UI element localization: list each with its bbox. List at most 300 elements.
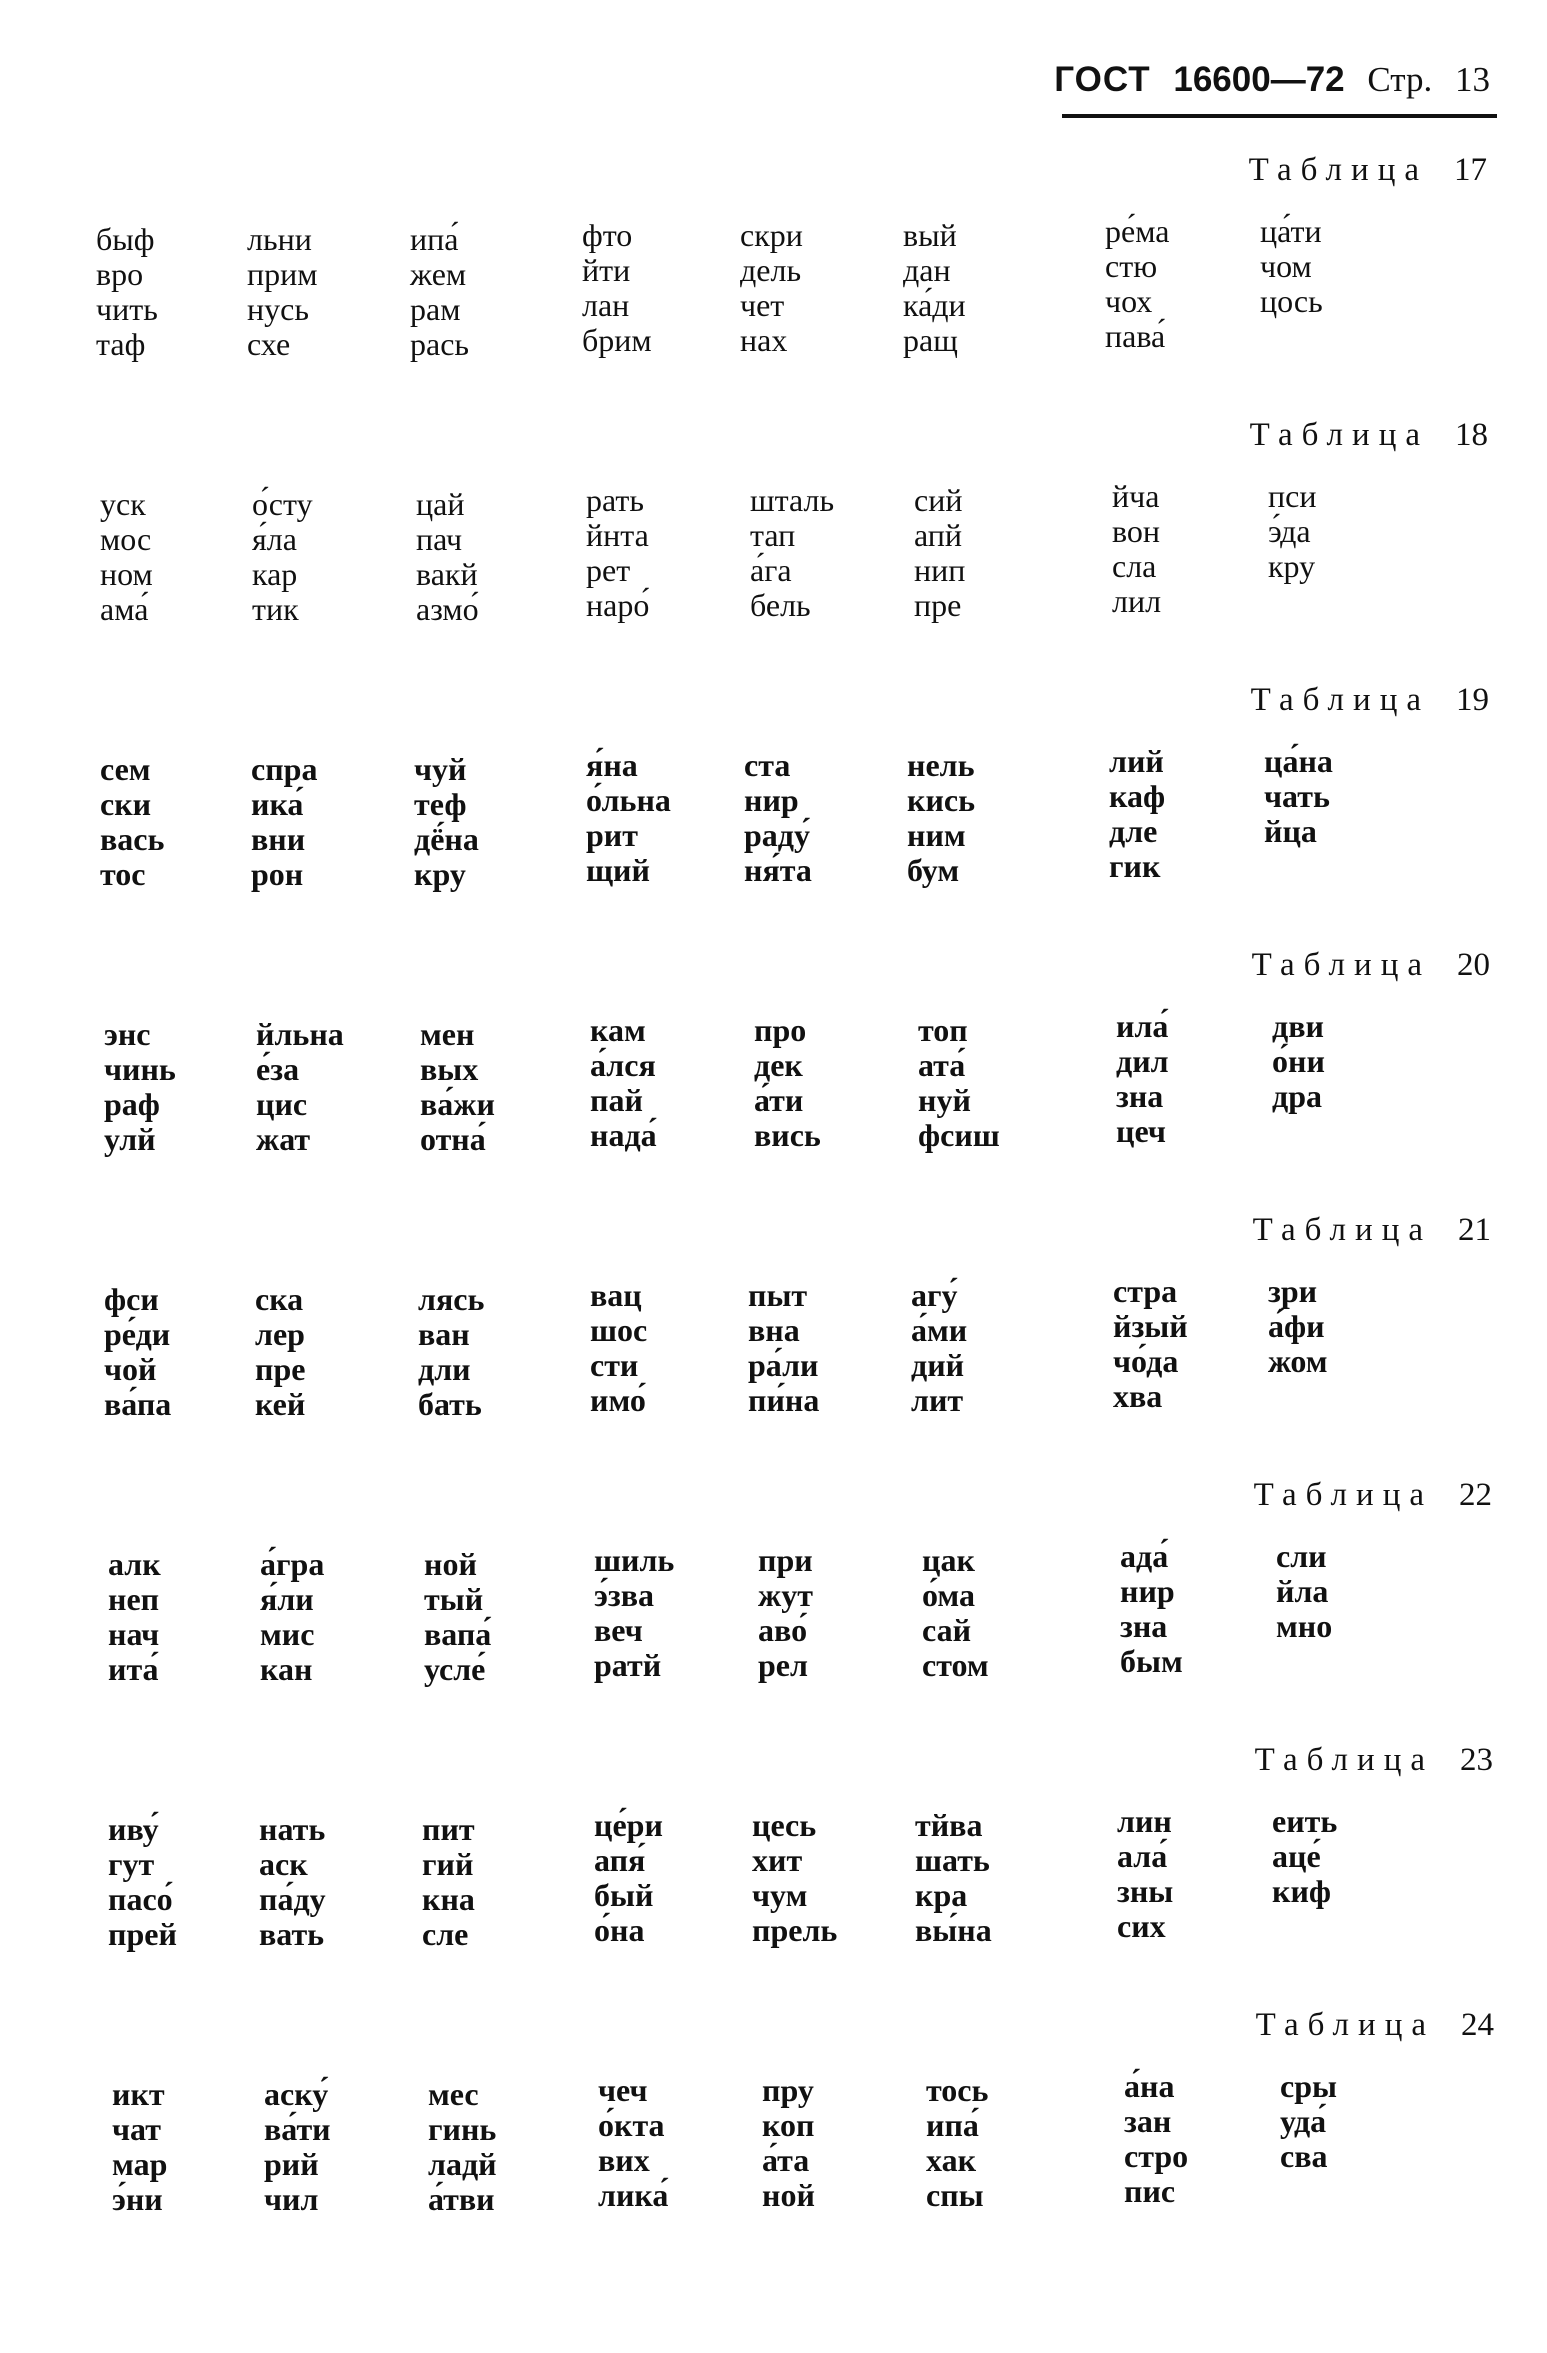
syllable: нель xyxy=(907,747,975,783)
syllable: о́сту xyxy=(252,486,313,522)
syllable: алк xyxy=(108,1546,161,1582)
table-number: 22 xyxy=(1459,1477,1492,1513)
syllable-column xyxy=(259,1812,326,1952)
syllable-table xyxy=(0,150,1547,415)
syllable-column xyxy=(247,222,318,362)
syllable: мос xyxy=(100,521,152,557)
syllable: лил xyxy=(1112,583,1162,619)
syllable: дан xyxy=(903,252,951,288)
syllable: гик xyxy=(1109,848,1161,884)
syllable: нада́ xyxy=(590,1117,657,1153)
syllable: э́зва xyxy=(594,1577,654,1613)
syllable: йца xyxy=(1264,813,1317,849)
syllable: мен xyxy=(420,1016,475,1052)
syllable: спы xyxy=(926,2177,984,2213)
syllable: ала́ xyxy=(1117,1838,1168,1874)
syllable: гинь xyxy=(428,2111,497,2147)
syllable: азмо́ xyxy=(416,591,479,627)
syllable: чум xyxy=(752,1877,808,1913)
table-title xyxy=(1254,1475,1492,1515)
syllable-column xyxy=(582,218,652,358)
syllable: вни xyxy=(251,821,306,857)
syllable: вать xyxy=(259,1916,325,1952)
syllable-column xyxy=(112,2077,167,2217)
syllable: чить xyxy=(96,291,158,327)
syllable-column xyxy=(1113,1274,1188,1414)
syllable: ска xyxy=(255,1281,304,1317)
syllable-column xyxy=(758,1543,813,1683)
syllable: а́на xyxy=(1124,2068,1175,2104)
syllable-column xyxy=(264,2077,331,2217)
syllable: топ xyxy=(918,1012,968,1048)
syllable: раф xyxy=(104,1086,160,1122)
syllable: цай xyxy=(416,486,465,522)
syllable-column xyxy=(586,748,671,888)
syllable: зна xyxy=(1120,1608,1168,1644)
syllable: аво́ xyxy=(758,1612,808,1648)
syllable: я́на xyxy=(586,747,638,783)
syllable: чать xyxy=(1264,778,1330,814)
syllable: а́ти xyxy=(754,1082,804,1118)
syllable: чет xyxy=(740,287,785,323)
table-title xyxy=(1251,680,1489,720)
syllable: ре́ма xyxy=(1105,213,1170,249)
syllable: икт xyxy=(112,2076,165,2112)
syllable: ратй xyxy=(594,1647,662,1683)
syllable: ладй xyxy=(428,2146,497,2182)
syllable: э́ни xyxy=(112,2181,163,2217)
syllable: рам xyxy=(410,291,461,327)
syllable: схе xyxy=(247,326,291,362)
syllable: ипа́ xyxy=(926,2107,979,2143)
header-rule xyxy=(1062,114,1497,118)
syllable: мар xyxy=(112,2146,168,2182)
syllable-table xyxy=(0,945,1547,1210)
syllable-column xyxy=(1109,744,1165,884)
syllable: пасо́ xyxy=(108,1881,173,1917)
syllable: шталь xyxy=(750,482,835,518)
syllable: йнта xyxy=(586,517,649,553)
syllable: рась xyxy=(410,326,469,362)
page-header xyxy=(1050,58,1490,102)
syllable: льни xyxy=(247,221,312,257)
syllable: я́ли xyxy=(260,1581,314,1617)
syllable-column xyxy=(108,1812,177,1952)
syllable: прей xyxy=(108,1916,177,1952)
syllable: апя́ xyxy=(594,1842,646,1878)
syllable: хит xyxy=(752,1842,803,1878)
syllable-column xyxy=(1117,1804,1173,1944)
syllable: стро xyxy=(1124,2138,1189,2174)
syllable-column xyxy=(754,1013,821,1153)
syllable: рел xyxy=(758,1647,808,1683)
syllable: пач xyxy=(416,521,463,557)
syllable: э́да xyxy=(1268,513,1311,549)
syllable: ада́ xyxy=(1120,1538,1169,1574)
syllable-column xyxy=(1276,1539,1332,1644)
syllable: улй xyxy=(104,1121,156,1157)
syllable-table xyxy=(0,1210,1547,1475)
table-title xyxy=(1253,1210,1491,1250)
syllable: наро́ xyxy=(586,587,650,623)
syllable-column xyxy=(586,483,649,623)
syllable: теф xyxy=(414,786,467,822)
syllable: быф xyxy=(96,221,155,257)
syllable: рий xyxy=(264,2146,319,2182)
syllable: щий xyxy=(586,852,650,888)
syllable: чой xyxy=(104,1351,157,1387)
syllable-column xyxy=(903,218,966,358)
table-title xyxy=(1256,2005,1494,2045)
syllable-table xyxy=(0,1475,1547,1740)
syllable: чом xyxy=(1260,248,1312,284)
syllable: о́на xyxy=(594,1912,645,1948)
syllable: уск xyxy=(100,486,146,522)
syllable: нуй xyxy=(918,1082,971,1118)
syllable-column xyxy=(410,222,469,362)
syllable: йла xyxy=(1276,1573,1329,1609)
syllable: кей xyxy=(255,1386,306,1422)
syllable: чил xyxy=(264,2181,319,2217)
syllable: мес xyxy=(428,2076,479,2112)
syllable: ата́ xyxy=(918,1047,966,1083)
syllable: зна xyxy=(1116,1078,1164,1114)
syllable: дель xyxy=(740,252,802,288)
syllable: еить xyxy=(1272,1803,1338,1839)
syllable: прель xyxy=(752,1912,838,1948)
syllable-column xyxy=(1260,214,1323,319)
syllable: а́гра xyxy=(260,1546,325,1582)
syllable: пава́ xyxy=(1105,318,1166,354)
syllable: о́кта xyxy=(598,2107,665,2143)
syllable: аску́ xyxy=(264,2076,329,2112)
syllable: шос xyxy=(590,1312,648,1348)
syllable: пре xyxy=(255,1351,306,1387)
syllable-column xyxy=(428,2077,497,2217)
syllable: пис xyxy=(1124,2173,1176,2209)
syllable: скри xyxy=(740,217,803,253)
syllable: а́тви xyxy=(428,2181,495,2217)
syllable: ста xyxy=(744,747,791,783)
syllable: шиль xyxy=(594,1542,675,1578)
syllable: нать xyxy=(259,1811,326,1847)
syllable: ва́па xyxy=(104,1386,172,1422)
syllable: гий xyxy=(422,1846,474,1882)
syllable: а́та xyxy=(762,2142,810,2178)
syllable: ра́ли xyxy=(748,1347,819,1383)
syllable: нип xyxy=(914,552,966,588)
syllable: ита́ xyxy=(108,1651,159,1687)
syllable: дра xyxy=(1272,1078,1322,1114)
syllable-column xyxy=(420,1017,495,1157)
syllable: нусь xyxy=(247,291,309,327)
syllable: я́ла xyxy=(252,521,297,557)
syllable: йти xyxy=(582,252,631,288)
syllable: нах xyxy=(740,322,788,358)
syllable: веч xyxy=(594,1612,643,1648)
syllable-column xyxy=(260,1547,324,1687)
syllable-column xyxy=(1120,1539,1183,1679)
syllable: а́лся xyxy=(590,1047,656,1083)
table-label: Таблица xyxy=(1249,417,1429,453)
table-number: 17 xyxy=(1454,152,1487,188)
syllable: фто xyxy=(582,217,633,253)
syllable: йча xyxy=(1112,478,1160,514)
syllable: сли xyxy=(1276,1538,1327,1574)
syllable: фси xyxy=(104,1281,159,1317)
syllable: аце́ xyxy=(1272,1838,1321,1874)
syllable: дил xyxy=(1116,1043,1169,1079)
syllable: сти xyxy=(590,1347,639,1383)
syllable-column xyxy=(926,2073,988,2213)
syllable: йзый xyxy=(1113,1308,1188,1344)
page-label: Стр. xyxy=(1367,60,1433,99)
syllable: при xyxy=(758,1542,813,1578)
syllable: вих xyxy=(598,2142,650,2178)
syllable: вый xyxy=(903,217,957,253)
syllable-column xyxy=(256,1017,344,1157)
standard-code: ГОСТ xyxy=(1054,60,1151,99)
syllable-column xyxy=(594,1808,663,1948)
syllable: тый xyxy=(424,1581,484,1617)
syllable: чинь xyxy=(104,1051,176,1087)
syllable: зри xyxy=(1268,1273,1318,1309)
syllable: сла xyxy=(1112,548,1157,584)
syllable: мис xyxy=(260,1616,315,1652)
syllable-table xyxy=(0,415,1547,680)
syllable: а́фи xyxy=(1268,1308,1325,1344)
syllable: лика́ xyxy=(598,2177,669,2213)
syllable-column xyxy=(96,222,158,362)
syllable-column xyxy=(100,752,164,892)
syllable-column xyxy=(740,218,803,358)
syllable: дий xyxy=(911,1347,965,1383)
syllable-column xyxy=(255,1282,305,1422)
table-label: Таблица xyxy=(1253,1477,1433,1513)
syllable: пру xyxy=(762,2072,814,2108)
syllable: сай xyxy=(922,1612,972,1648)
syllable: рет xyxy=(586,552,631,588)
syllable: агу́ xyxy=(911,1277,958,1313)
syllable: стом xyxy=(922,1647,989,1683)
syllable: дле xyxy=(1109,813,1158,849)
syllable: сле xyxy=(422,1916,469,1952)
syllable: шать xyxy=(915,1842,990,1878)
syllable: чуй xyxy=(414,751,467,787)
syllable: каф xyxy=(1109,778,1166,814)
syllable: ва́жи xyxy=(420,1086,495,1122)
table-label: Таблица xyxy=(1250,682,1430,718)
syllable: о́льна xyxy=(586,782,671,818)
syllable-column xyxy=(907,748,975,888)
syllable-column xyxy=(1124,2069,1188,2209)
syllable: дви xyxy=(1272,1008,1324,1044)
syllable: па́ду xyxy=(259,1881,326,1917)
syllable-column xyxy=(100,487,153,627)
tables-container xyxy=(0,150,1547,2270)
syllable: спра xyxy=(251,751,318,787)
table-label: Таблица xyxy=(1251,947,1431,983)
syllable: ски xyxy=(100,786,152,822)
syllable: а́ми xyxy=(911,1312,968,1348)
syllable: жут xyxy=(758,1577,813,1613)
syllable: пи́на xyxy=(748,1382,820,1418)
syllable: пре xyxy=(914,587,962,623)
syllable: кна xyxy=(422,1881,475,1917)
syllable: дё́на xyxy=(414,821,479,857)
syllable-column xyxy=(750,483,834,623)
syllable: имо́ xyxy=(590,1382,646,1418)
syllable: ной xyxy=(762,2177,815,2213)
syllable: раду́ xyxy=(744,817,810,853)
syllable: цеч xyxy=(1116,1113,1166,1149)
syllable: чох xyxy=(1105,283,1153,319)
syllable: лит xyxy=(911,1382,964,1418)
syllable-column xyxy=(915,1808,992,1948)
syllable: ика́ xyxy=(251,786,304,822)
syllable: йльна xyxy=(256,1016,344,1052)
syllable-column xyxy=(251,752,317,892)
syllable-column xyxy=(1112,479,1161,619)
syllable-column xyxy=(418,1282,484,1422)
syllable: прим xyxy=(247,256,318,292)
syllable: цось xyxy=(1260,283,1323,319)
syllable: сий xyxy=(914,482,963,518)
syllable: ном xyxy=(100,556,153,592)
syllable-column xyxy=(1105,214,1169,354)
syllable: кан xyxy=(260,1651,313,1687)
syllable: цак xyxy=(922,1542,975,1578)
table-title xyxy=(1255,1740,1493,1780)
syllable: пыт xyxy=(748,1277,808,1313)
syllable: отна́ xyxy=(420,1121,486,1157)
syllable: лий xyxy=(1109,743,1164,779)
syllable-column xyxy=(104,1282,171,1422)
table-number: 20 xyxy=(1457,947,1490,983)
syllable: кру xyxy=(414,856,466,892)
syllable: бать xyxy=(418,1386,482,1422)
syllable: кар xyxy=(252,556,298,592)
table-number: 18 xyxy=(1455,417,1488,453)
syllable-column xyxy=(1272,1804,1337,1909)
table-title xyxy=(1249,150,1487,190)
syllable: ной xyxy=(424,1546,477,1582)
table-label: Таблица xyxy=(1248,152,1428,188)
syllable: рит xyxy=(586,817,638,853)
syllable: энс xyxy=(104,1016,151,1052)
syllable: бум xyxy=(907,852,960,888)
syllable: ня́та xyxy=(744,852,812,888)
syllable: стра xyxy=(1113,1273,1178,1309)
syllable-column xyxy=(752,1808,837,1948)
table-number: 19 xyxy=(1456,682,1489,718)
syllable: иву́ xyxy=(108,1811,159,1847)
syllable: лер xyxy=(255,1316,305,1352)
syllable: ва́ти xyxy=(264,2111,331,2147)
syllable: вы́на xyxy=(915,1912,992,1948)
syllable-column xyxy=(1268,1274,1328,1379)
syllable: лин xyxy=(1117,1803,1172,1839)
syllable: вна xyxy=(748,1312,800,1348)
syllable-column xyxy=(744,748,812,888)
syllable-column xyxy=(104,1017,176,1157)
syllable-table xyxy=(0,680,1547,945)
syllable: фсиш xyxy=(918,1117,1000,1153)
syllable-column xyxy=(1280,2069,1337,2174)
syllable: таф xyxy=(96,326,146,362)
syllable: е́за xyxy=(256,1051,300,1087)
syllable: зны xyxy=(1117,1873,1174,1909)
syllable-column xyxy=(911,1278,967,1418)
syllable: пай xyxy=(590,1082,643,1118)
syllable-column xyxy=(748,1278,819,1418)
syllable: пит xyxy=(422,1811,475,1847)
syllable: чеч xyxy=(598,2072,648,2108)
syllable: цис xyxy=(256,1086,308,1122)
syllable: ван xyxy=(418,1316,470,1352)
syllable: киф xyxy=(1272,1873,1332,1909)
syllable: ре́ди xyxy=(104,1316,171,1352)
syllable: чат xyxy=(112,2111,161,2147)
page-number: 13 xyxy=(1455,60,1490,99)
syllable-column xyxy=(1272,1009,1325,1114)
syllable: нир xyxy=(744,782,799,818)
table-label: Таблица xyxy=(1254,1742,1434,1778)
syllable: тап xyxy=(750,517,796,553)
syllable: хак xyxy=(926,2142,977,2178)
syllable-column xyxy=(422,1812,475,1952)
syllable: вись xyxy=(754,1117,821,1153)
syllable: ила́ xyxy=(1116,1008,1169,1044)
syllable: тось xyxy=(926,2072,989,2108)
syllable: цесь xyxy=(752,1807,817,1843)
syllable: аск xyxy=(259,1846,308,1882)
syllable: про xyxy=(754,1012,807,1048)
syllable: вакй xyxy=(416,556,478,592)
syllable-table xyxy=(0,2005,1547,2270)
syllable: це́ри xyxy=(594,1807,663,1843)
syllable-column xyxy=(918,1013,1000,1153)
syllable: бель xyxy=(750,587,811,623)
table-number: 24 xyxy=(1461,2007,1494,2043)
syllable: рать xyxy=(586,482,644,518)
syllable: жем xyxy=(410,256,467,292)
syllable: тйва xyxy=(915,1807,983,1843)
syllable: пси xyxy=(1268,478,1317,514)
syllable-column xyxy=(762,2073,815,2213)
syllable-column xyxy=(416,487,479,627)
syllable: сем xyxy=(100,751,151,787)
syllable-column xyxy=(590,1013,657,1153)
table-title xyxy=(1250,415,1488,455)
table-number: 23 xyxy=(1460,1742,1493,1778)
syllable: жат xyxy=(256,1121,311,1157)
syllable-table xyxy=(0,1740,1547,2005)
syllable-column xyxy=(598,2073,668,2213)
syllable: лан xyxy=(582,287,630,323)
syllable-column xyxy=(414,752,479,892)
syllable: сры xyxy=(1280,2068,1337,2104)
syllable: зан xyxy=(1124,2103,1172,2139)
syllable-column xyxy=(108,1547,161,1687)
syllable-column xyxy=(252,487,313,627)
syllable: коп xyxy=(762,2107,815,2143)
syllable: ним xyxy=(907,817,966,853)
syllable: бый xyxy=(594,1877,654,1913)
table-label: Таблица xyxy=(1252,1212,1432,1248)
syllable: дли xyxy=(418,1351,471,1387)
syllable: брим xyxy=(582,322,652,358)
